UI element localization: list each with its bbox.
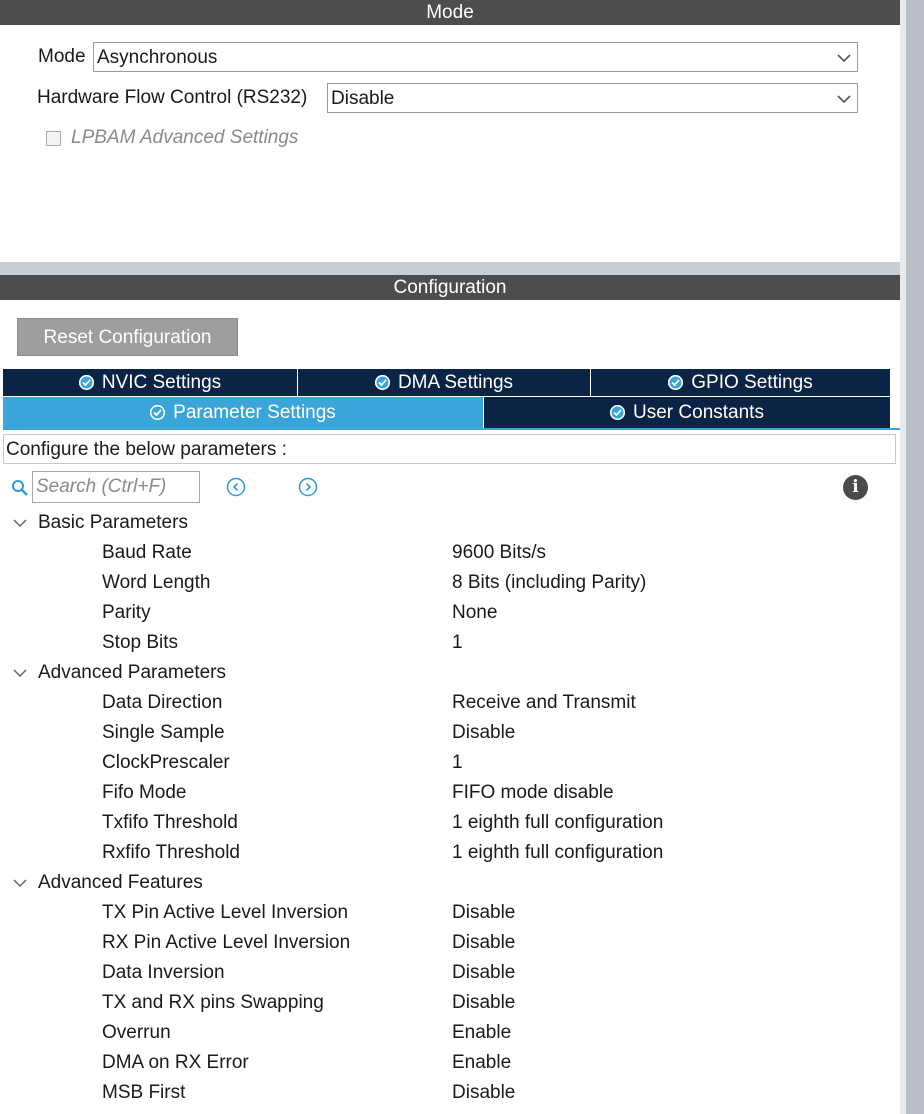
- search-input[interactable]: Search (Ctrl+F): [32, 471, 200, 503]
- tab-user-constants[interactable]: [484, 397, 891, 428]
- next-icon[interactable]: [298, 477, 318, 497]
- param-name: Baud Rate: [102, 542, 192, 563]
- param-row[interactable]: [0, 988, 900, 1018]
- param-name: DMA on RX Error: [102, 1052, 249, 1073]
- configuration-section-header: [0, 275, 900, 300]
- param-row[interactable]: [0, 1078, 900, 1108]
- chevron-down-icon: [837, 51, 851, 65]
- param-name: Data Direction: [102, 692, 223, 713]
- chevron-down-icon: [13, 877, 27, 889]
- parameters-description: Configure the below parameters :: [3, 434, 896, 464]
- param-name: Overrun: [102, 1022, 171, 1043]
- section-divider: [0, 262, 900, 275]
- flow-control-select-value: Disable: [331, 88, 395, 109]
- info-icon[interactable]: i: [843, 475, 868, 500]
- mode-select-value: Asynchronous: [97, 47, 218, 68]
- group-advanced-parameters[interactable]: [0, 658, 900, 688]
- param-row[interactable]: [0, 568, 900, 598]
- chevron-down-icon: [13, 517, 27, 529]
- param-row[interactable]: [0, 598, 900, 628]
- param-value: 8 Bits (including Parity): [452, 572, 647, 593]
- tab-label: DMA Settings: [397, 371, 514, 393]
- param-row[interactable]: [0, 898, 900, 928]
- param-value: 1 eighth full configuration: [452, 842, 664, 863]
- mode-label: Mode: [38, 46, 86, 67]
- tab-label: GPIO Settings: [691, 371, 813, 393]
- param-name: RX Pin Active Level Inversion: [102, 932, 351, 953]
- tab-dma-settings[interactable]: [298, 369, 591, 396]
- param-name: TX and RX pins Swapping: [102, 992, 324, 1013]
- tab-label: Parameter Settings: [173, 401, 336, 423]
- param-name: Fifo Mode: [102, 782, 187, 803]
- group-label: Advanced Parameters: [38, 662, 226, 683]
- param-value: FIFO mode disable: [452, 782, 614, 803]
- chevron-down-icon: [13, 667, 27, 679]
- param-row[interactable]: [0, 688, 900, 718]
- param-value: Disable: [452, 932, 516, 953]
- chevron-down-icon: [837, 92, 851, 106]
- param-row[interactable]: [0, 838, 900, 868]
- param-value: 1 eighth full configuration: [452, 812, 664, 833]
- mode-section-title: Mode: [426, 2, 474, 23]
- param-value: None: [452, 602, 498, 623]
- param-name: Txfifo Threshold: [102, 812, 238, 833]
- group-label: Basic Parameters: [38, 512, 188, 533]
- param-value: Disable: [452, 992, 516, 1013]
- group-basic-parameters[interactable]: [0, 508, 900, 538]
- param-name: Single Sample: [102, 722, 225, 743]
- mode-select[interactable]: [93, 42, 858, 72]
- param-row[interactable]: [0, 718, 900, 748]
- check-circle-icon: [610, 405, 625, 420]
- lpbam-checkbox[interactable]: [46, 131, 61, 146]
- param-row[interactable]: [0, 538, 900, 568]
- param-value: Disable: [452, 962, 516, 983]
- param-value: Disable: [452, 902, 516, 923]
- param-value: Enable: [452, 1052, 512, 1073]
- lpbam-label: LPBAM Advanced Settings: [71, 127, 299, 148]
- param-name: TX Pin Active Level Inversion: [102, 902, 349, 923]
- param-name: Rxfifo Threshold: [102, 842, 240, 863]
- param-value: Disable: [452, 722, 516, 743]
- param-row[interactable]: [0, 808, 900, 838]
- param-value: 1: [452, 752, 463, 773]
- group-label: Advanced Features: [38, 872, 203, 893]
- param-name: Data Inversion: [102, 962, 225, 983]
- reset-configuration-button[interactable]: Reset Configuration: [17, 318, 238, 356]
- param-row[interactable]: [0, 1048, 900, 1078]
- tab-label: NVIC Settings: [101, 371, 222, 393]
- tab-label: User Constants: [633, 401, 764, 423]
- flow-control-label: Hardware Flow Control (RS232): [37, 87, 308, 108]
- tab-parameter-settings[interactable]: [3, 397, 484, 428]
- mode-section-header: [0, 0, 900, 25]
- param-name: ClockPrescaler: [102, 752, 230, 773]
- param-row[interactable]: [0, 778, 900, 808]
- previous-icon[interactable]: [226, 477, 246, 497]
- group-advanced-features[interactable]: [0, 868, 900, 898]
- check-circle-icon: [375, 375, 390, 390]
- check-circle-icon: [150, 405, 165, 420]
- param-name: MSB First: [102, 1082, 186, 1103]
- search-icon[interactable]: [11, 479, 29, 497]
- param-row[interactable]: [0, 748, 900, 778]
- param-name: Parity: [102, 602, 151, 623]
- param-row[interactable]: [0, 928, 900, 958]
- tab-nvic-settings[interactable]: [3, 369, 298, 396]
- param-value: 9600 Bits/s: [452, 542, 546, 563]
- tab-gpio-settings[interactable]: [591, 369, 891, 396]
- check-circle-icon: [668, 375, 683, 390]
- param-row[interactable]: [0, 1018, 900, 1048]
- configuration-section-title: Configuration: [393, 277, 507, 298]
- param-row[interactable]: [0, 628, 900, 658]
- param-row[interactable]: [0, 958, 900, 988]
- param-value: Disable: [452, 1082, 516, 1103]
- param-name: Stop Bits: [102, 632, 179, 653]
- param-value: 1: [452, 632, 463, 653]
- check-circle-icon: [79, 375, 94, 390]
- param-value: Receive and Transmit: [452, 692, 636, 713]
- flow-control-select[interactable]: [327, 83, 858, 113]
- tabs-underline: [3, 428, 900, 430]
- param-name: Word Length: [102, 572, 211, 593]
- scrollbar[interactable]: [906, 0, 924, 1114]
- param-value: Enable: [452, 1022, 512, 1043]
